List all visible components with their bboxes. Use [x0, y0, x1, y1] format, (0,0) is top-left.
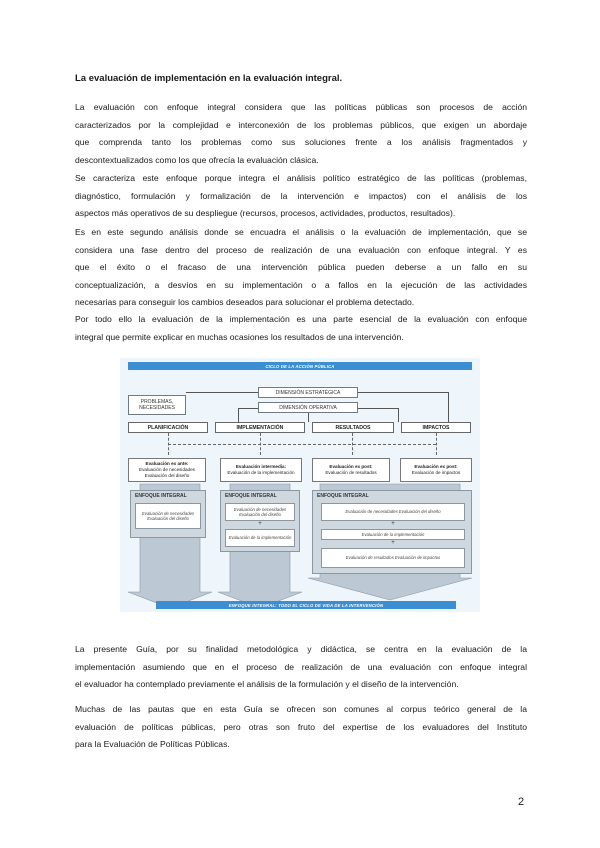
text-line: considera una fase dentro del proceso de realización de una evaluación con enfoque integral. Y es: [75, 244, 527, 255]
phase-implementacion: IMPLEMENTACIÓN: [215, 422, 305, 433]
text-line: implementación asumiendo que en el proceso de realización de una evaluación con enfoque integral: [75, 661, 527, 672]
page-number: 2: [518, 796, 525, 808]
text-line: el evaluador ha contemplado previamente el análisis de la formulación y el diseño de la intervención.: [75, 679, 459, 690]
connector: [238, 408, 258, 409]
section-title: La evaluación de implementación en la evaluación integral.: [75, 73, 343, 84]
paragraph-1: [75, 99, 527, 169]
paragraph-3: [75, 224, 527, 312]
text-line: Es en este segundo análisis donde se encuadra el análisis o la evaluación de implementación, que se: [75, 227, 527, 237]
panel-2-box-2: Evaluación de la implementación: [225, 529, 295, 547]
text-line: para la Evaluación de Políticas Públicas.: [75, 739, 230, 750]
phase-impactos: IMPACTOS: [401, 422, 471, 433]
text-line: que comprenda tanto los problemas como sus soluciones frente a los análisis fragmentados y: [75, 137, 527, 148]
phase-planificacion: PLANIFICACIÓN: [128, 422, 208, 433]
paragraph-6: [75, 701, 527, 754]
connector: [308, 413, 309, 422]
text-line: necesarias para conseguir los cambios deseados para solucionar el problema detectado.: [75, 297, 415, 308]
connector: [186, 392, 258, 393]
integral-panel-1: ENFOQUE INTEGRAL Evaluación de necesidades Evaluación del diseño: [130, 490, 206, 538]
paragraph-4: [75, 311, 527, 346]
dashed-connector: [168, 444, 436, 445]
connector: [448, 392, 449, 422]
integral-panel-2: ENFOQUE INTEGRAL Evaluación de necesidades Evaluación del diseño + Evaluación de la implementación: [220, 490, 300, 552]
text-line: descontextualizados como los que ofrecía la evaluación clásica.: [75, 154, 319, 165]
eval-ex-post-resultados: Evaluación ex post: Evaluación de resultados: [312, 458, 390, 482]
strategic-dimension-box: DIMENSIÓN ESTRATÉGICA: [258, 387, 358, 398]
eval-ex-ante: Evaluación ex ante: Evaluación de necesidades Evaluación del diseño: [128, 458, 206, 482]
integral-panel-3: ENFOQUE INTEGRAL Evaluación de necesidades Evaluación del diseño + Evaluación de la implementación + Evaluación de resultados Evaluación de impactos: [312, 490, 472, 574]
text-line: integral que permite explicar en muchas ocasiones los resultados de una intervención.: [75, 331, 404, 342]
integral-approach-bar: ENFOQUE INTEGRAL: TODO EL CICLO DE VIDA DE LA INTERVENCIÓN: [156, 601, 456, 609]
panel-3-box-2: Evaluación de la implementación: [321, 529, 465, 540]
cycle-title-bar: CICLO DE LA ACCIÓN PÚBLICA: [128, 362, 472, 370]
text-line: conceptualización, a desvíos en su implementación o a fallos en la ejecución de las actividades: [75, 279, 527, 290]
text-line: Muchas de las pautas que en esta Guía se ofrecen son comunes al corpus teórico general de la: [75, 704, 527, 714]
connector: [238, 408, 239, 422]
problems-box: PROBLEMAS, NECESIDADES: [128, 395, 186, 415]
eval-intermedia: Evaluación intermedia: Evaluación de la implementación: [220, 458, 302, 482]
text-line: La presente Guía, por su finalidad metodológica y didáctica, se centra en la evaluación de la: [75, 644, 527, 654]
panel-3-box-1: Evaluación de necesidades Evaluación del diseño: [321, 503, 465, 521]
panel-2-box-1: Evaluación de necesidades Evaluación del diseño: [225, 503, 295, 521]
evaluation-cycle-diagram: [120, 358, 480, 612]
panel-3-box-3: Evaluación de resultados Evaluación de impactos: [321, 548, 465, 568]
text-line: diagnóstico, formulación y formalización de la intervención e impactos) con el análisis de los: [75, 190, 527, 201]
paragraph-5: [75, 641, 527, 694]
phase-resultados: RESULTADOS: [312, 422, 394, 433]
connector: [398, 408, 399, 422]
connector: [358, 392, 448, 393]
paragraph-2: [75, 170, 527, 223]
text-line: Por todo ello la evaluación de la implementación es una parte esencial de la evaluación con enfoque: [75, 314, 527, 324]
text-line: caracterizados por la complejidad e interconexión de los problemas públicos, que exigen un abordaje: [75, 119, 527, 130]
panel-1-box: Evaluación de necesidades Evaluación del diseño: [135, 503, 201, 529]
text-line: La evaluación con enfoque integral considera que las políticas públicas son procesos de acción: [75, 102, 527, 112]
dashed-connector: [436, 433, 437, 455]
text-line: aspectos más operativos de su despliegue (recursos, procesos, actividades, productos, resultados).: [75, 208, 456, 219]
text-line: Se caracteriza este enfoque porque integra el análisis político estratégico de las políticas (problemas,: [75, 173, 527, 183]
operational-dimension-box: DIMENSIÓN OPERATIVA: [258, 402, 358, 413]
connector: [358, 408, 398, 409]
text-line: evaluación de políticas públicas, pero otras son fruto del expertise de los evaluadores del Instituto: [75, 721, 527, 732]
eval-ex-post-impactos: Evaluación ex post: Evaluación de impactos: [400, 458, 472, 482]
text-line: que el éxito o el fracaso de una intervención pública pueden deberse a un fallo en su: [75, 262, 527, 273]
